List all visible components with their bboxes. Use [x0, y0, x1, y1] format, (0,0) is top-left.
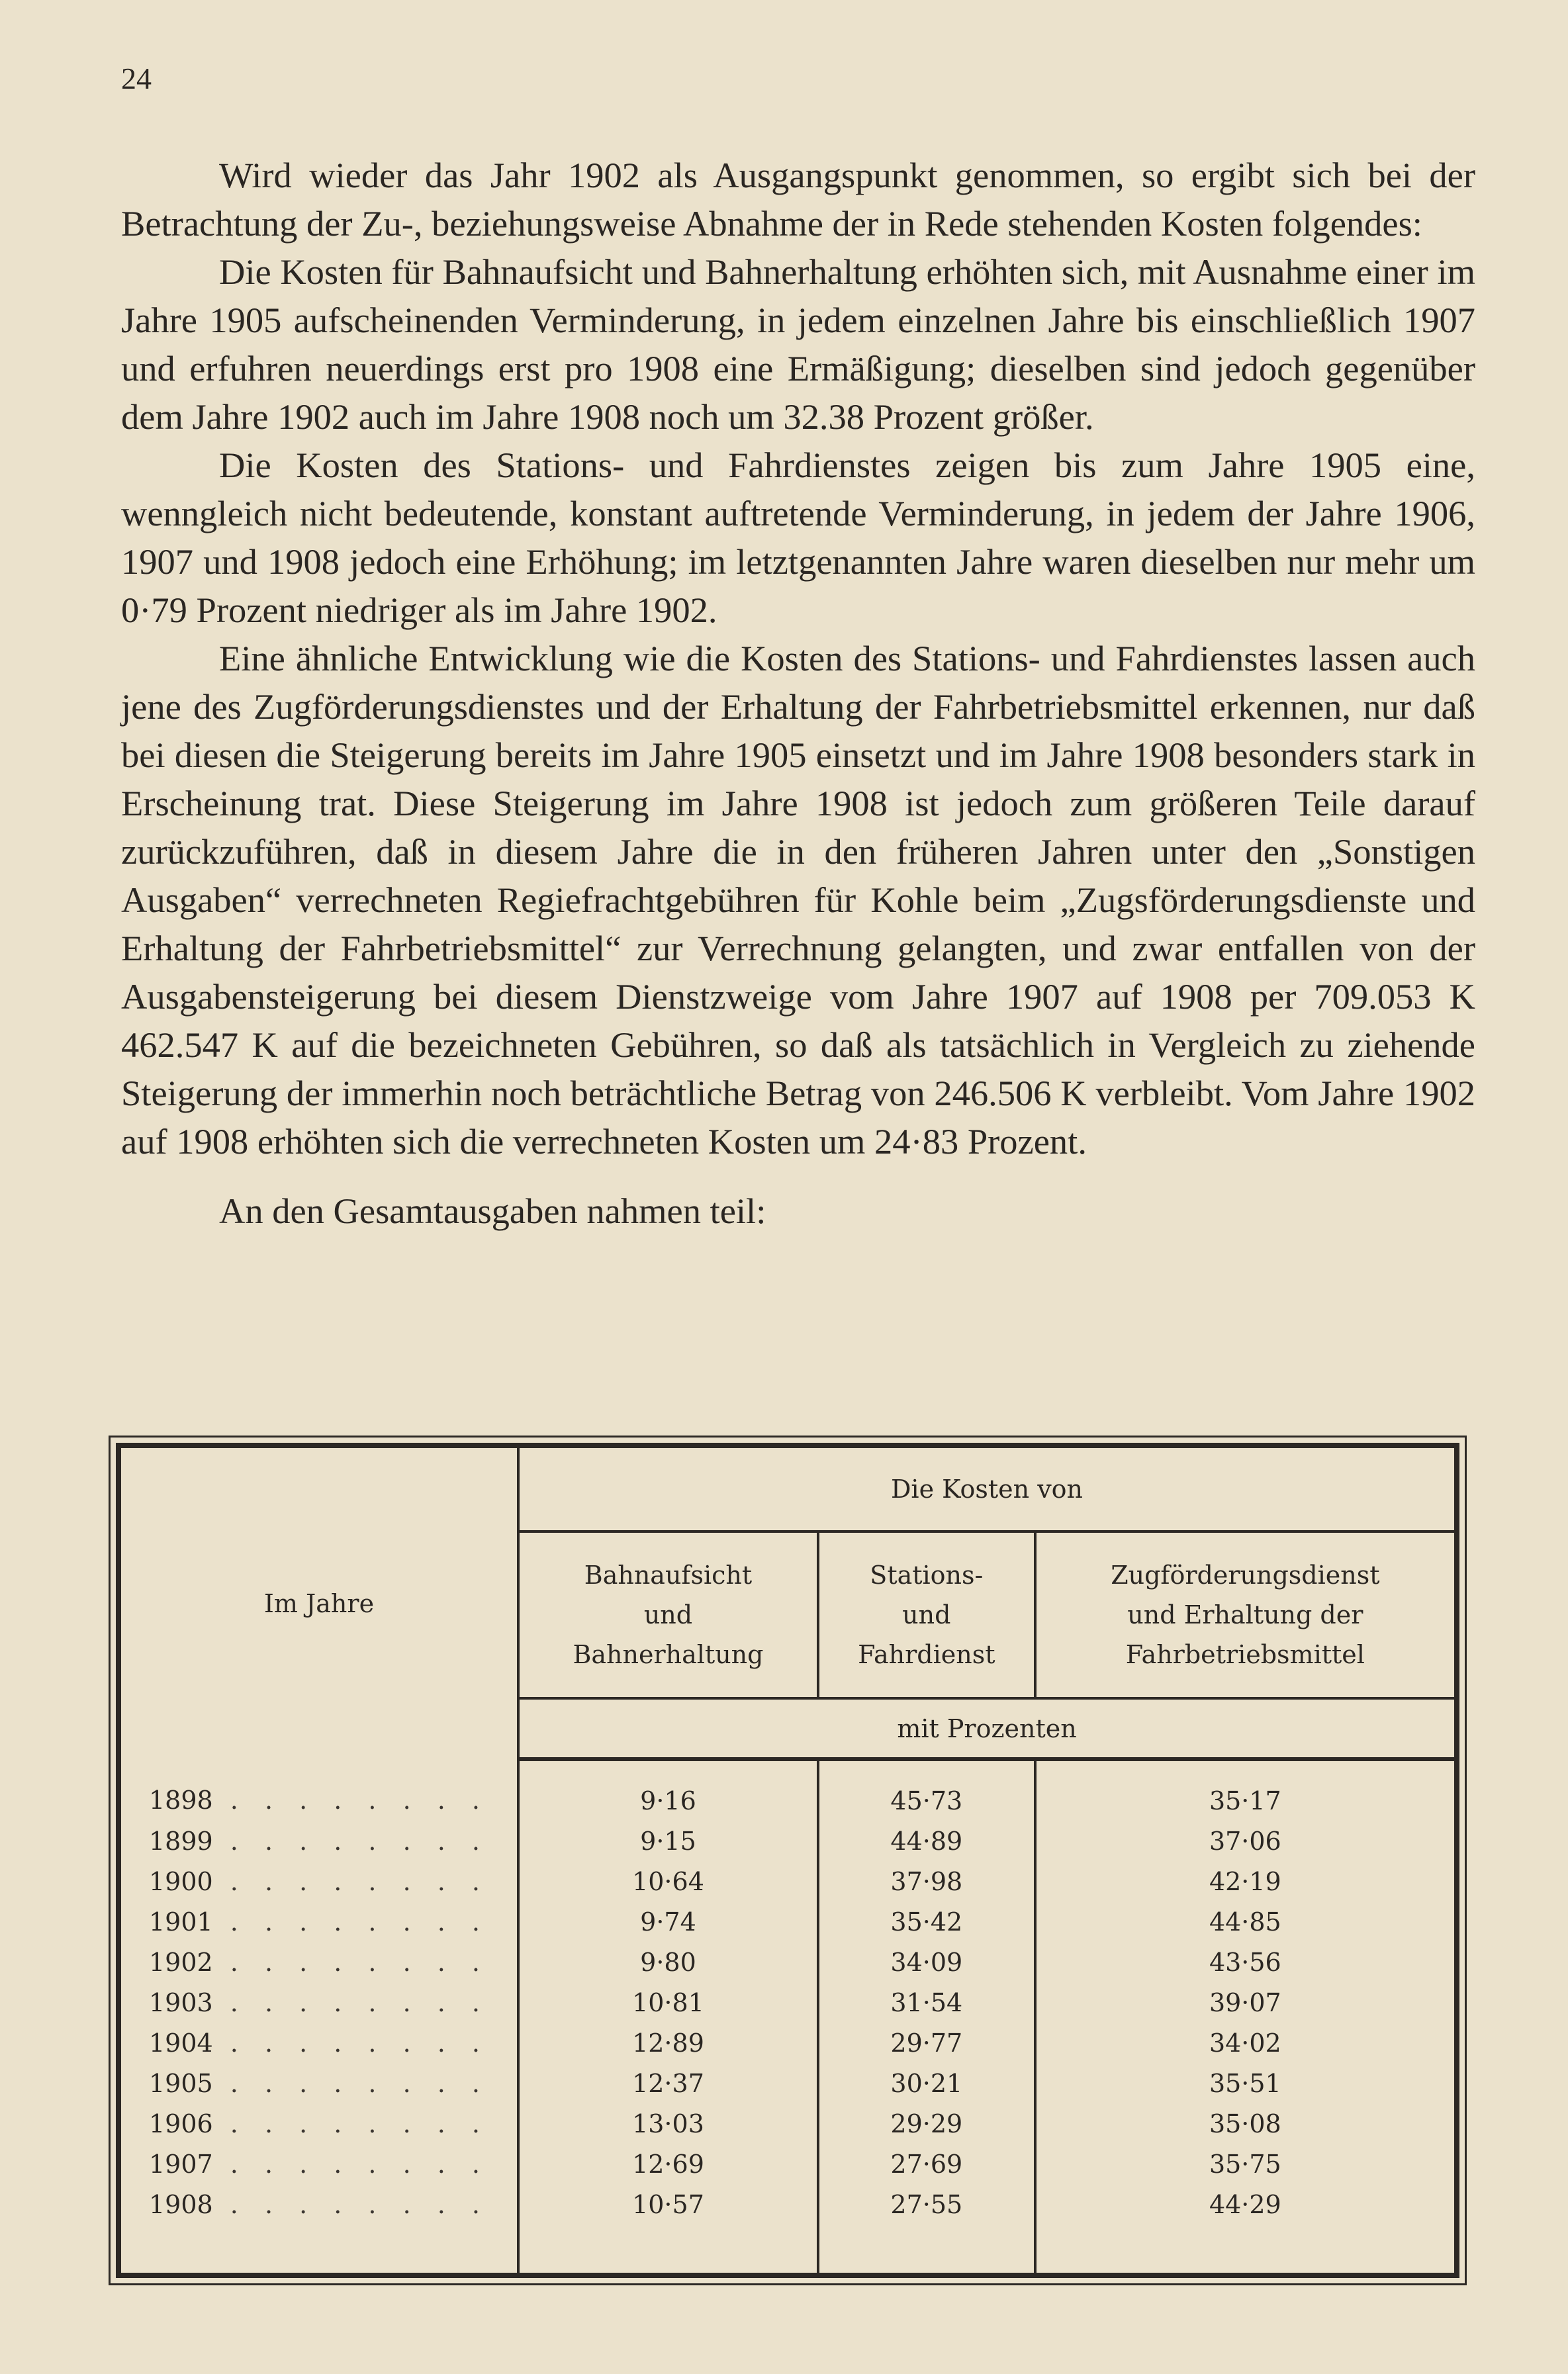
- paragraph: Die Kosten für Bahnaufsicht und Bahnerhaltung erhöhten sich, mit Ausnahme einer im Jahre 1905 aufscheinenden Verminderung, in jedem einzelnen Jahre bis einschließlich 1907 und erfuhren neuerdings erst pro 1908 eine Ermäßigung; dieselben sind jedoch gegenüber dem Jahre 1902 auch im Jahre 1908 noch um 32.38 Prozent größer.: [121, 251, 1475, 437]
- paragraph: Die Kosten des Stations- und Fahrdienstes zeigen bis zum Jahre 1905 eine, wenngleich nicht bedeutende, konstant auftretende Verminderung, in jedem der Jahre 1906, 1907 und 1908 jedoch eine Erhöhung; im letztgenannten Jahre waren dieselben nur mehr um 0·79 Prozent niedriger als im Jahre 1902.: [121, 445, 1475, 630]
- column-header-stationsdienst: Stations- und Fahrdienst: [818, 1531, 1035, 1698]
- table-intro: An den Gesamtausgaben nahmen teil:: [219, 1191, 766, 1231]
- table-row: 1903 . . . . . . . . 10·81 31·54 39·07: [121, 1983, 1454, 2023]
- table-row: 1906 . . . . . . . . 13·03 29·29 35·08: [121, 2104, 1454, 2144]
- table-row: 1908 . . . . . . . . 10·57 27·55 44·29: [121, 2185, 1454, 2274]
- paragraph: Wird wieder das Jahr 1902 als Ausgangspunkt genommen, so ergibt sich bei der Betrachtung der Zu-, beziehungsweise Abnahme der in Rede stehenden Kosten folgendes:: [121, 155, 1475, 244]
- table-row: 1905 . . . . . . . . 12·37 30·21 35·51: [121, 2064, 1454, 2104]
- table-row: 1899 . . . . . . . . 9·15 44·89 37·06: [121, 1821, 1454, 1862]
- table-row: 1901 . . . . . . . . 9·74 35·42 44·85: [121, 1902, 1454, 1942]
- paragraph: Eine ähnliche Entwicklung wie die Kosten des Stations- und Fahrdienstes lassen auch jene des Zugförderungsdienstes und der Erhaltung der Fahrbetriebsmittel erkennen, nur daß bei diesen die Steigerung bereits im Jahre 1905 einsetzt und im Jahre 1908 besonders stark in Erscheinung trat. Diese Steigerung im Jahre 1908 ist jedoch zum größeren Teile darauf zurückzuführen, daß in diesem Jahre die in den früheren Jahren unter den „Sonstigen Ausgaben“ verrechneten Regiefrachtgebühren für Kohle beim „Zugsförderungsdienste und Erhaltung der Fahrbetriebsmittel“ zur Verrechnung gelangten, und zwar entfallen von der Ausgabensteigerung bei diesem Dienstzweige vom Jahre 1907 auf 1908 per 709.053 K 462.547 K auf die bezeichneten Gebühren, so daß als tatsächlich in Vergleich zu ziehende Steigerung der immerhin noch beträchtliche Betrag von 246.506 K verbleibt. Vom Jahre 1902 auf 1908 erhöhten sich die verrechneten Kosten um 24·83 Prozent.: [121, 638, 1475, 1162]
- column-header-bahnaufsicht: Bahnaufsicht und Bahnerhaltung: [518, 1531, 818, 1698]
- year-column-header: Im Jahre: [121, 1448, 518, 1759]
- table-body: [121, 1759, 1454, 2274]
- table-row: 1902 . . . . . . . . 9·80 34·09 43·56: [121, 1942, 1454, 1983]
- page-number: 24: [121, 62, 152, 95]
- body-text: [121, 151, 1475, 1235]
- group-header: Die Kosten von: [890, 1475, 1084, 1504]
- table-row: 1898 . . . . . . . . 9·16 45·73 35·17: [121, 1759, 1454, 1821]
- table-row: 1904 . . . . . . . . 12·89 29·77 34·02: [121, 2023, 1454, 2064]
- cost-share-table-frame: [116, 1443, 1459, 2278]
- table-row: 1900 . . . . . . . . 10·64 37·98 42·19: [121, 1862, 1454, 1902]
- cost-share-table: [121, 1448, 1454, 2274]
- column-header-zugfoerderung: Zugförderungsdienst und Erhaltung der Fahrbetriebsmittel: [1111, 1561, 1380, 1669]
- table-row: 1907 . . . . . . . . 12·69 27·69 35·75: [121, 2144, 1454, 2185]
- unit-header: mit Prozenten: [518, 1698, 1454, 1759]
